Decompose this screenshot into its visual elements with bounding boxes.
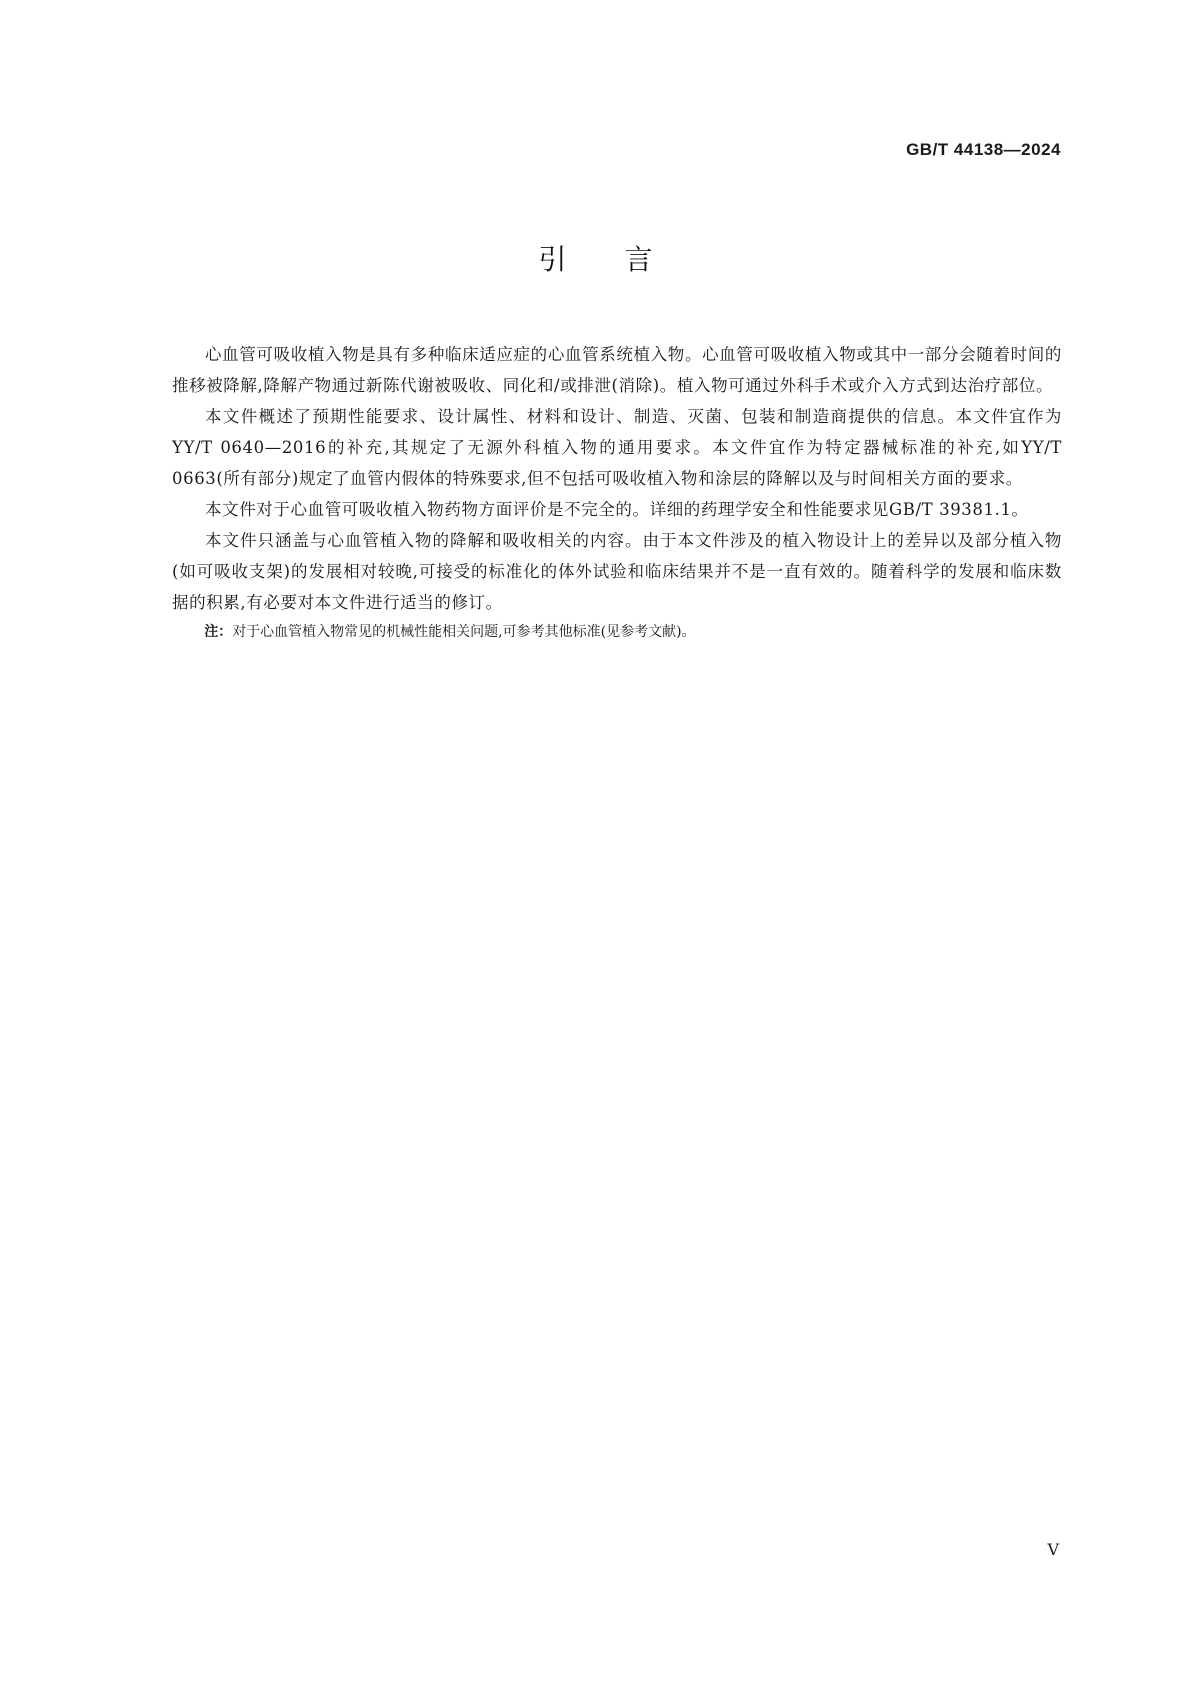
page-title: 引言 — [538, 243, 711, 276]
paragraph-2: 本文件概述了预期性能要求、设计属性、材料和设计、制造、灭菌、包装和制造商提供的信息。本文件宜作为YY/T 0640—2016的补充,其规定了无源外科植入物的通用要求。本文件宜作为特定器械标准的补充,如YY/T 0663(所有部分)规定了血管内假体的特殊要求,但不包括可吸收植入物和涂层的降解以及与时间相关方面的要求。 — [172, 407, 1062, 488]
paragraph-3: 本文件对于心血管可吸收植入物药物方面评价是不完全的。详细的药理学安全和性能要求见GB/T 39381.1。 — [205, 500, 1029, 519]
standard-code: GB/T 44138—2024 — [906, 140, 1061, 159]
paragraph-4: 本文件只涵盖与心血管植入物的降解和吸收相关的内容。由于本文件涉及的植入物设计上的差异以及部分植入物(如可吸收支架)的发展相对较晚,可接受的标准化的体外试验和临床结果并不是一直有效的。随着科学的发展和临床数据的积累,有必要对本文件进行适当的修订。 — [172, 531, 1062, 612]
introduction-body — [172, 339, 1062, 644]
paragraph-1: 心血管可吸收植入物是具有多种临床适应症的心血管系统植入物。心血管可吸收植入物或其中一部分会随着时间的推移被降解,降解产物通过新陈代谢被吸收、同化和/或排泄(消除)。植入物可通过外科手术或介入方式到达治疗部位。 — [172, 345, 1062, 395]
note — [172, 620, 1062, 644]
note-text: 对于心血管植入物常见的机械性能相关问题,可参考其他标准(见参考文献)。 — [232, 624, 696, 640]
note-label: 注： — [204, 624, 233, 640]
page-number: V — [1047, 1540, 1059, 1559]
